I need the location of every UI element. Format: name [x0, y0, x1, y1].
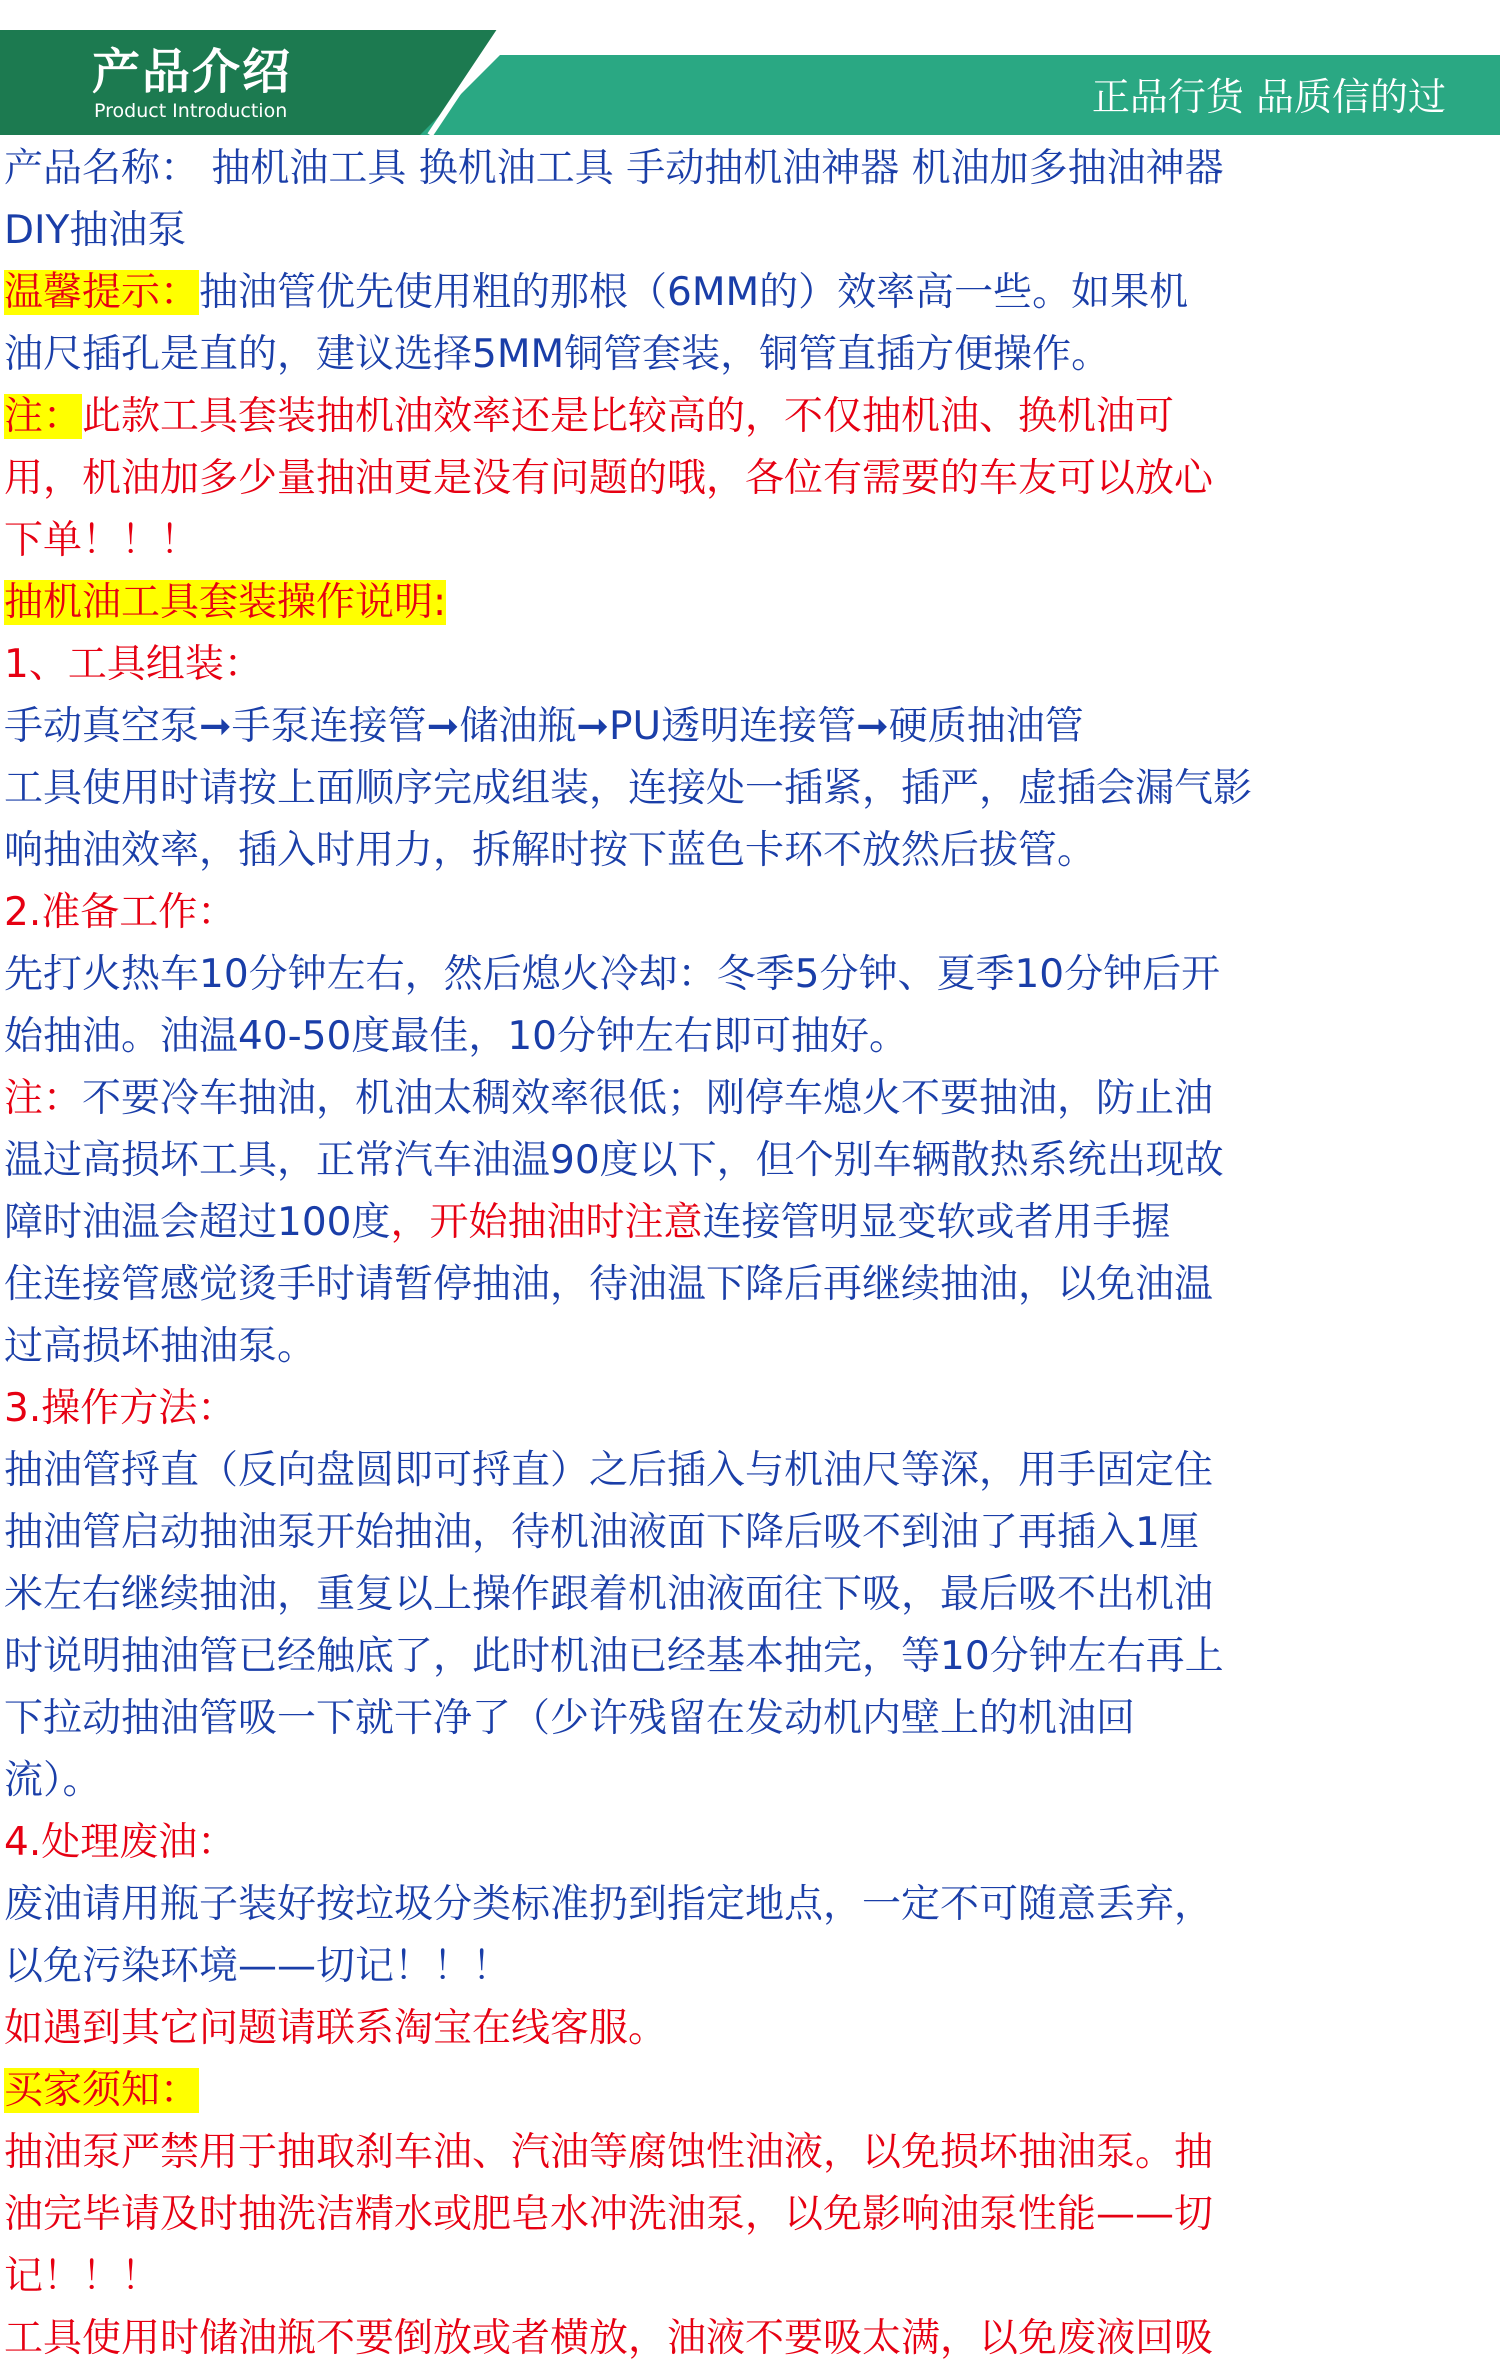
text-segment: 如遇到其它问题请联系淘宝在线客服。 [4, 2006, 668, 2051]
text-line [4, 262, 1498, 324]
text-line [4, 2060, 1498, 2122]
text-segment: 产品名称： 抽机油工具 换机油工具 手动抽机油神器 机油加多抽油神器 [4, 146, 1224, 191]
text-line [4, 1502, 1498, 1564]
text-line [4, 1750, 1498, 1812]
text-line [4, 324, 1498, 386]
text-line [4, 1626, 1498, 1688]
text-segment: 以免污染环境——切记！！！ [4, 1944, 512, 1989]
text-line [4, 1440, 1498, 1502]
text-line [4, 1378, 1498, 1440]
section-subtitle: Product Introduction [94, 100, 288, 122]
text-segment: 响抽油效率，插入时用力，拆解时按下蓝色卡环不放然后拔管。 [4, 828, 1097, 873]
text-segment: 3.操作方法： [4, 1386, 237, 1431]
text-segment: 手动真空泵➞手泵连接管➞储油瓶➞PU透明连接管➞硬质抽油管 [4, 704, 1084, 749]
text-segment: 此款工具套装抽机油效率还是比较高的，不仅抽机油、换机油可 [82, 394, 1175, 439]
text-segment: 记！！！ [4, 2254, 161, 2299]
highlighted-label: 抽机油工具套装操作说明: [4, 580, 447, 625]
text-segment: ，虚插会漏气影 [979, 766, 1253, 811]
highlighted-label: 温馨提示： [4, 270, 200, 315]
text-line [4, 634, 1498, 696]
text-segment: 住连接管感觉烫手时请暂停抽油，待油温下降后再继续抽油，以免油温 [4, 1262, 1214, 1307]
text-line [4, 572, 1498, 634]
text-line [4, 1006, 1498, 1068]
text-line [4, 1068, 1498, 1130]
text-line [4, 1812, 1498, 1874]
text-line [4, 2122, 1498, 2184]
text-segment: 油完毕请及时抽洗洁精水或肥皂水冲洗油泵，以免影响油泵性能——切 [4, 2192, 1214, 2237]
text-segment: 始抽油。油温40-50度最佳，10分钟左右即可抽好。 [4, 1014, 908, 1059]
text-segment: 4.处理废油： [4, 1820, 237, 1865]
text-line [4, 448, 1498, 510]
text-segment: 抽油管启动抽油泵开始抽油，待机油液面下降后吸不到油了再插入1厘 [4, 1510, 1199, 1555]
text-segment: 用，机油加多少量抽油更是没有问题的哦，各位有需要的车友可以放心 [4, 456, 1214, 501]
text-segment: 抽油管优先使用粗的那根（6MM的）效率高一些。如果机 [199, 270, 1189, 315]
text-line [4, 696, 1498, 758]
text-segment: 油尺插孔是直的，建议选择5MM铜管套装，铜管直插方便操作。 [4, 332, 1111, 377]
text-segment: 障时油温会超过100度 [4, 1200, 391, 1245]
text-line [4, 1936, 1498, 1998]
text-line [4, 758, 1498, 811]
text-segment: 米左右继续抽油，重复以上操作跟着机油液面往下吸，最后吸不出机油 [4, 1572, 1214, 1617]
text-segment: 下单！！！ [4, 518, 200, 563]
text-segment: 2.准备工作： [4, 890, 237, 935]
text-line [4, 1130, 1498, 1192]
text-line [4, 944, 1498, 1006]
text-line [4, 1192, 1498, 1245]
text-segment: 工具使用时储油瓶不要倒放或者横放，油液不要吸太满，以免废液回吸 [4, 2316, 1214, 2361]
text-segment: 连接管明显变软或者用手握 [702, 1200, 1171, 1245]
text-segment: 流）。 [4, 1758, 102, 1803]
text-segment: 抽油管捋直（反向盘圆即可捋直）之后插入与机油尺等深，用手固定住 [4, 1448, 1214, 1493]
text-segment: 下拉动抽油管吸一下就干净了（少许残留在发动机内壁上的机油回 [4, 1696, 1136, 1741]
header-slogan: 正品行货 品质信的过 [1091, 75, 1446, 119]
product-description [4, 138, 1498, 2370]
text-line [4, 1316, 1498, 1378]
text-segment: 工具使用时请按上面顺序完成组装，连接处一插紧，插严 [4, 766, 980, 811]
text-line [4, 1564, 1498, 1626]
text-line [4, 1998, 1498, 2060]
text-line [4, 820, 1498, 882]
text-segment: 注： [4, 1076, 83, 1121]
text-segment: 温过高损坏工具，正常汽车油温90度以下，但个别车辆散热系统出现故 [4, 1138, 1224, 1183]
text-segment: 先打火热车10分钟左右，然后熄火冷却：冬季5分钟、夏季10分钟后开 [4, 952, 1221, 997]
text-line [4, 2184, 1498, 2246]
text-line [4, 200, 1498, 262]
text-segment: 抽油泵严禁用于抽取刹车油、汽油等腐蚀性油液，以免损坏抽油泵。抽 [4, 2130, 1214, 2175]
text-segment: 过高损坏抽油泵。 [4, 1324, 317, 1369]
text-line [4, 2308, 1498, 2361]
text-line [4, 138, 1498, 200]
text-segment: 废油请用瓶子装好按垃圾分类标准扔到指定地点，一定不可随意丢弃， [4, 1882, 1214, 1927]
section-header [0, 30, 1500, 135]
section-title: 产品介绍 [92, 44, 293, 100]
text-segment: ，开始抽油时注意 [390, 1200, 703, 1245]
text-segment: 1、工具组装： [4, 642, 263, 687]
text-segment: 不要冷车抽油，机油太稠效率很低；刚停车熄火不要抽油，防止油 [82, 1076, 1214, 1121]
text-segment: DIY抽油泵 [4, 208, 187, 253]
text-line [4, 882, 1498, 944]
text-line [4, 2246, 1498, 2308]
text-segment: 时说明抽油管已经触底了，此时机油已经基本抽完，等10分钟左右再上 [4, 1634, 1224, 1679]
text-line [4, 1688, 1498, 1750]
text-line [4, 1254, 1498, 1316]
text-line [4, 1874, 1498, 1936]
highlighted-label: 注： [4, 394, 83, 439]
text-line [4, 386, 1498, 448]
highlighted-label: 买家须知： [4, 2068, 200, 2113]
text-line [4, 510, 1498, 572]
